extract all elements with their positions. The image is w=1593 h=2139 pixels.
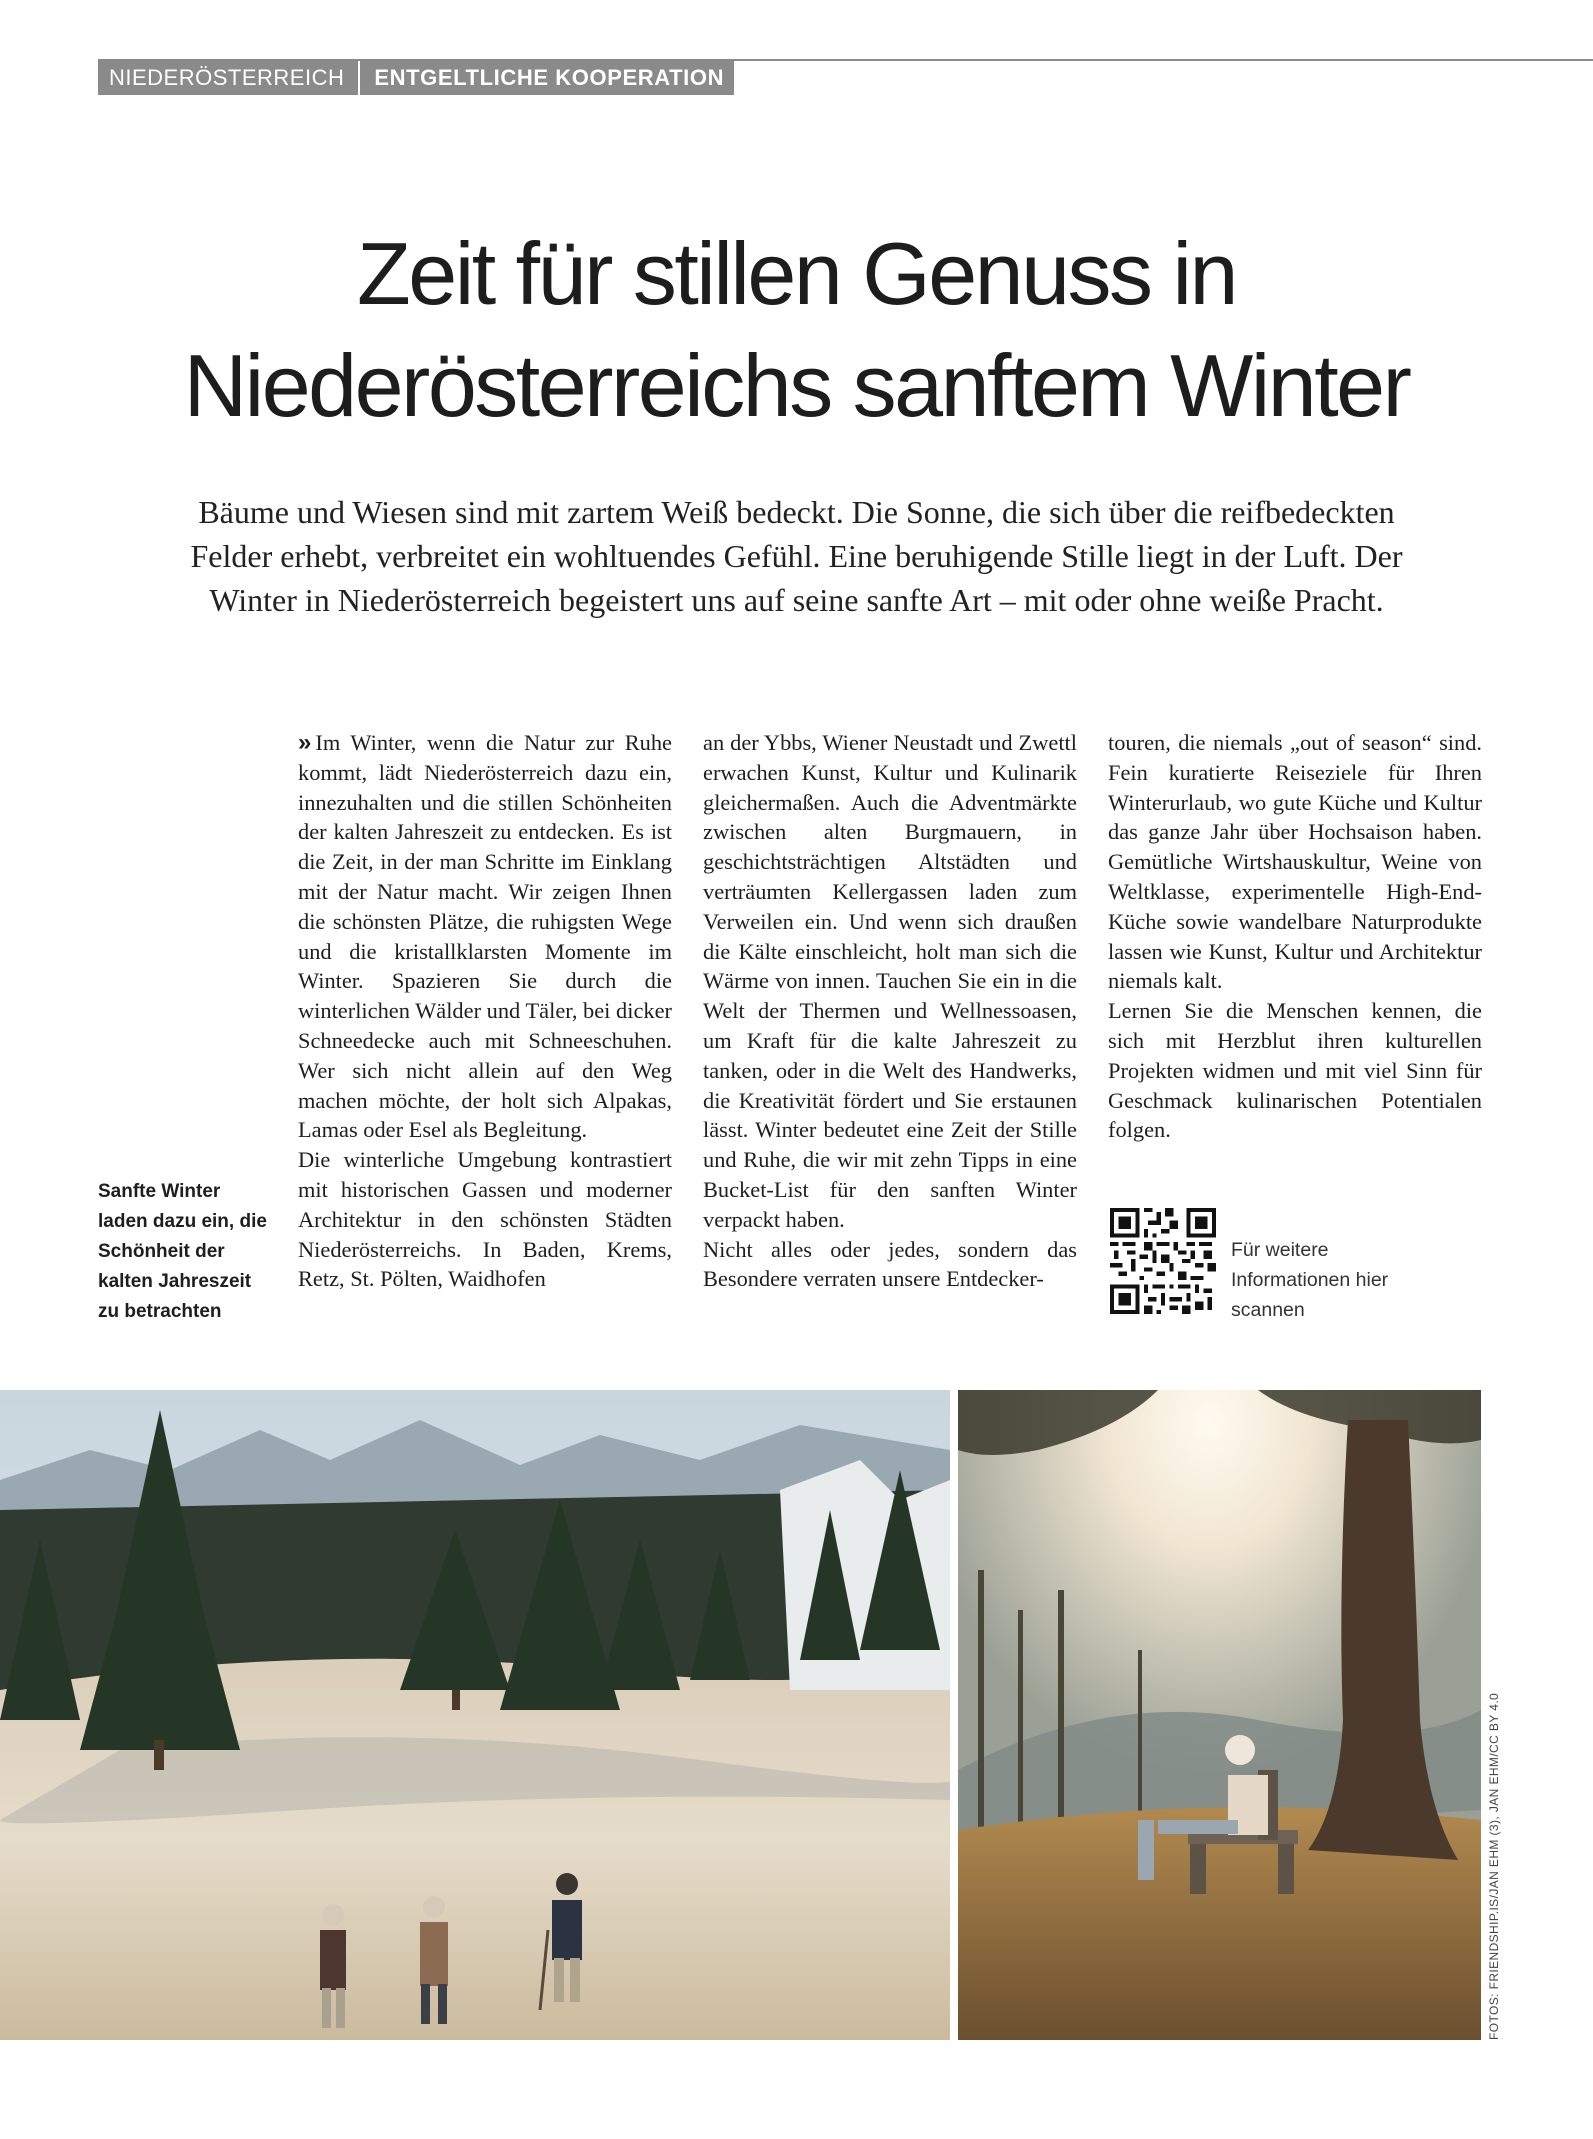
headline-line-2: Niederösterreichs sanftem Winter [183,336,1410,435]
headline-line-1: Zeit für stillen Genuss in [357,224,1236,323]
photo-bench-rest [958,1390,1481,2040]
section-kicker [98,61,734,95]
start-marker: » [298,729,312,756]
lead-line-1: Bäume und Wiesen sind mit zartem Weiß bedeckt. Die Sonne, die sich über die reifbedeckten [198,494,1395,530]
article-headline [0,218,1593,442]
image-caption: Sanfte Winter laden dazu ein, die Schönheit der kalten Jahreszeit zu betrachten [98,1181,267,1322]
paragraph: touren, die niemals „out of season“ sind. Fein kuratierte Reiseziele für Ihren Winterurlaub, wo gute Küche und Kultur das ganze Jahr über Hochsaison haben. Gemütliche Wirtshauskultur, Weine von Weltklasse, experimentelle High-End-Küche sowie wandelbare Naturprodukte lassen wie Kunst, Kultur und Architektur niemals kalt. [1108,730,1482,994]
paragraph: Nicht alles oder jedes, sondern das Besondere verraten unsere Entdecker- [703,1236,1077,1292]
photo-credit: FOTOS: FRIENDSHIP.IS/JAN EHM (3), JAN EHM/CC BY 4.0 [1487,1692,1501,2040]
paragraph: Die winterliche Umgebung kontrastiert mit historischen Gassen und moderner Architektur in den schönsten Städten Niederösterreichs. In Baden, Krems, Retz, St. Pölten, Waidhofen [298,1147,672,1292]
text-column-1 [298,728,672,1294]
paragraph: Lernen Sie die Menschen kennen, die sich mit Herzblut ihren kulturellen Projekten widmen und mit viel Sinn für Geschmack kulinarischen Potentialen folgen. [1108,998,1482,1143]
text-column-2 [703,728,1077,1294]
qr-instruction: Für weitere Informationen hier scannen [1231,1239,1389,1321]
paragraph: an der Ybbs, Wiener Neustadt und Zwettl erwachen Kunst, Kultur und Kulinarik gleichermaßen. Auch die Adventmärkte zwischen alten Burgmauern, in geschichtsträchtigen Altstädten und verträumten Kellergassen laden zum Verweilen ein. Und wenn sich draußen die Kälte einschleicht, holt man sich die Wärme von innen. Tauchen Sie ein in die Welt der Thermen und Wellnessoasen, um Kraft für die kalte Jahreszeit zu tanken, oder in die Welt des Handwerks, die Kreativität fördert und Sie erstaunen lässt. Winter bedeutet eine Zeit der Stille und Ruhe, die wir mit zehn Tipps in eine Bucket-List für den sanften Winter verpackt haben. [703,730,1077,1232]
paragraph-text: Im Winter, wenn die Natur zur Ruhe kommt, lädt Niederösterreich dazu ein, innezuhalten und die stillen Schönheiten der kalten Jahreszeit zu entdecken. Es ist die Zeit, in der man Schritte im Einklang mit der Natur macht. Wir zeigen Ihnen die schönsten Plätze, die ruhigsten Wege und die kristallklarsten Momente im Winter. Spazieren Sie durch die winterlichen Wälder und Täler, bei dicker Schneedecke auch mit Schneeschuhen. Wer sich nicht allein auf den Weg machen möchte, der holt sich Alpakas, Lamas oder Esel als Begleitung. [298,730,672,1143]
kicker-divider [358,61,360,95]
paragraph [298,728,672,1145]
text-column-3 [1108,728,1482,1145]
qr-code[interactable] [1110,1208,1216,1314]
region-label: NIEDERÖSTERREICH [109,65,345,90]
lead-line-3: Winter in Niederösterreich begeistert uns auf seine sanfte Art – mit oder ohne weiße Pracht. [209,582,1384,618]
article-lead [90,490,1503,622]
photo-winter-walk [0,1390,950,2040]
lead-line-2: Felder erhebt, verbreitet ein wohltuendes Gefühl. Eine beruhigende Stille liegt in der Luft. Der [190,538,1403,574]
cooperation-label: ENTGELTLICHE KOOPERATION [374,65,725,90]
photo-bench-rest-image [958,1390,1481,2040]
photo-winter-walk-image [0,1390,950,2040]
